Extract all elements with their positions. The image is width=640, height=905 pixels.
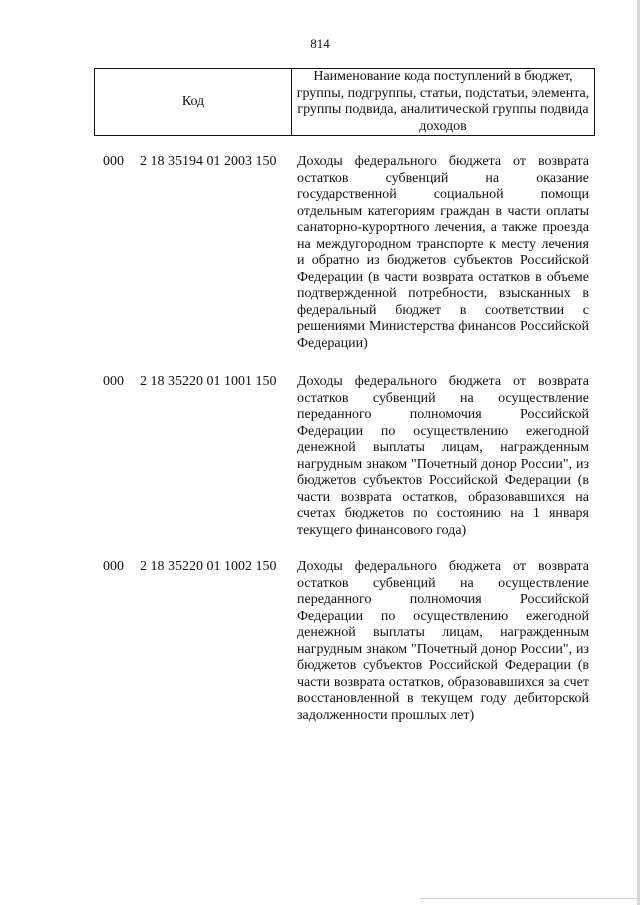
income-code: 2 18 35220 01 1001 150 — [140, 374, 277, 389]
income-description: Доходы федерального бюджета от возврата остатков субвенций на осуществление переданного полномочия Российской Федерации по осуществлению ежегодной денежной выплаты лицам, награжденным нагрудным знаком "Почетный донор России", из бюджетов субъектов Российской Федерации (в части возврата остатков, образовавшихся на счетах бюджетов по состоянию на 1 января текущего финансового года) — [297, 374, 589, 538]
income-description: Доходы федерального бюджета от возврата остатков субвенций на оказание государственной социальной помощи отдельным категориям граждан в части оплаты санаторно-курортного лечения, а также проезда на междугородном транспорте к месту лечения и обратно из бюджетов субъектов Российской Федерации (в части возврата остатков в объеме подтвержденной потребности, взысканных в федеральный бюджет в соответствии с решениями Министерства финансов Российской Федерации) — [297, 154, 589, 351]
admin-code: 000 — [103, 374, 124, 389]
scan-bottom-line — [420, 898, 640, 899]
table-header — [94, 68, 595, 136]
header-name-cell: Наименование кода поступлений в бюджет, группы, подгруппы, статьи, подстатьи, элемента, группы подвида, аналитической группы подвида доходов — [296, 69, 590, 134]
income-code: 2 18 35194 01 2003 150 — [140, 154, 277, 169]
admin-code: 000 — [103, 559, 124, 574]
header-code-cell: Код — [95, 69, 292, 135]
income-code: 2 18 35220 01 1002 150 — [140, 559, 277, 574]
admin-code: 000 — [103, 154, 124, 169]
income-description: Доходы федерального бюджета от возврата остатков субвенций на осуществление переданного полномочия Российской Федерации по осуществлению ежегодной денежной выплаты лицам, награжденным нагрудным знаком "Почетный донор России", из бюджетов субъектов Российской Федерации (в части возврата остатков, образовавшихся за счет восстановленной в текущем году дебиторской задолженности прошлых лет) — [297, 559, 589, 723]
page-number: 814 — [310, 36, 330, 51]
